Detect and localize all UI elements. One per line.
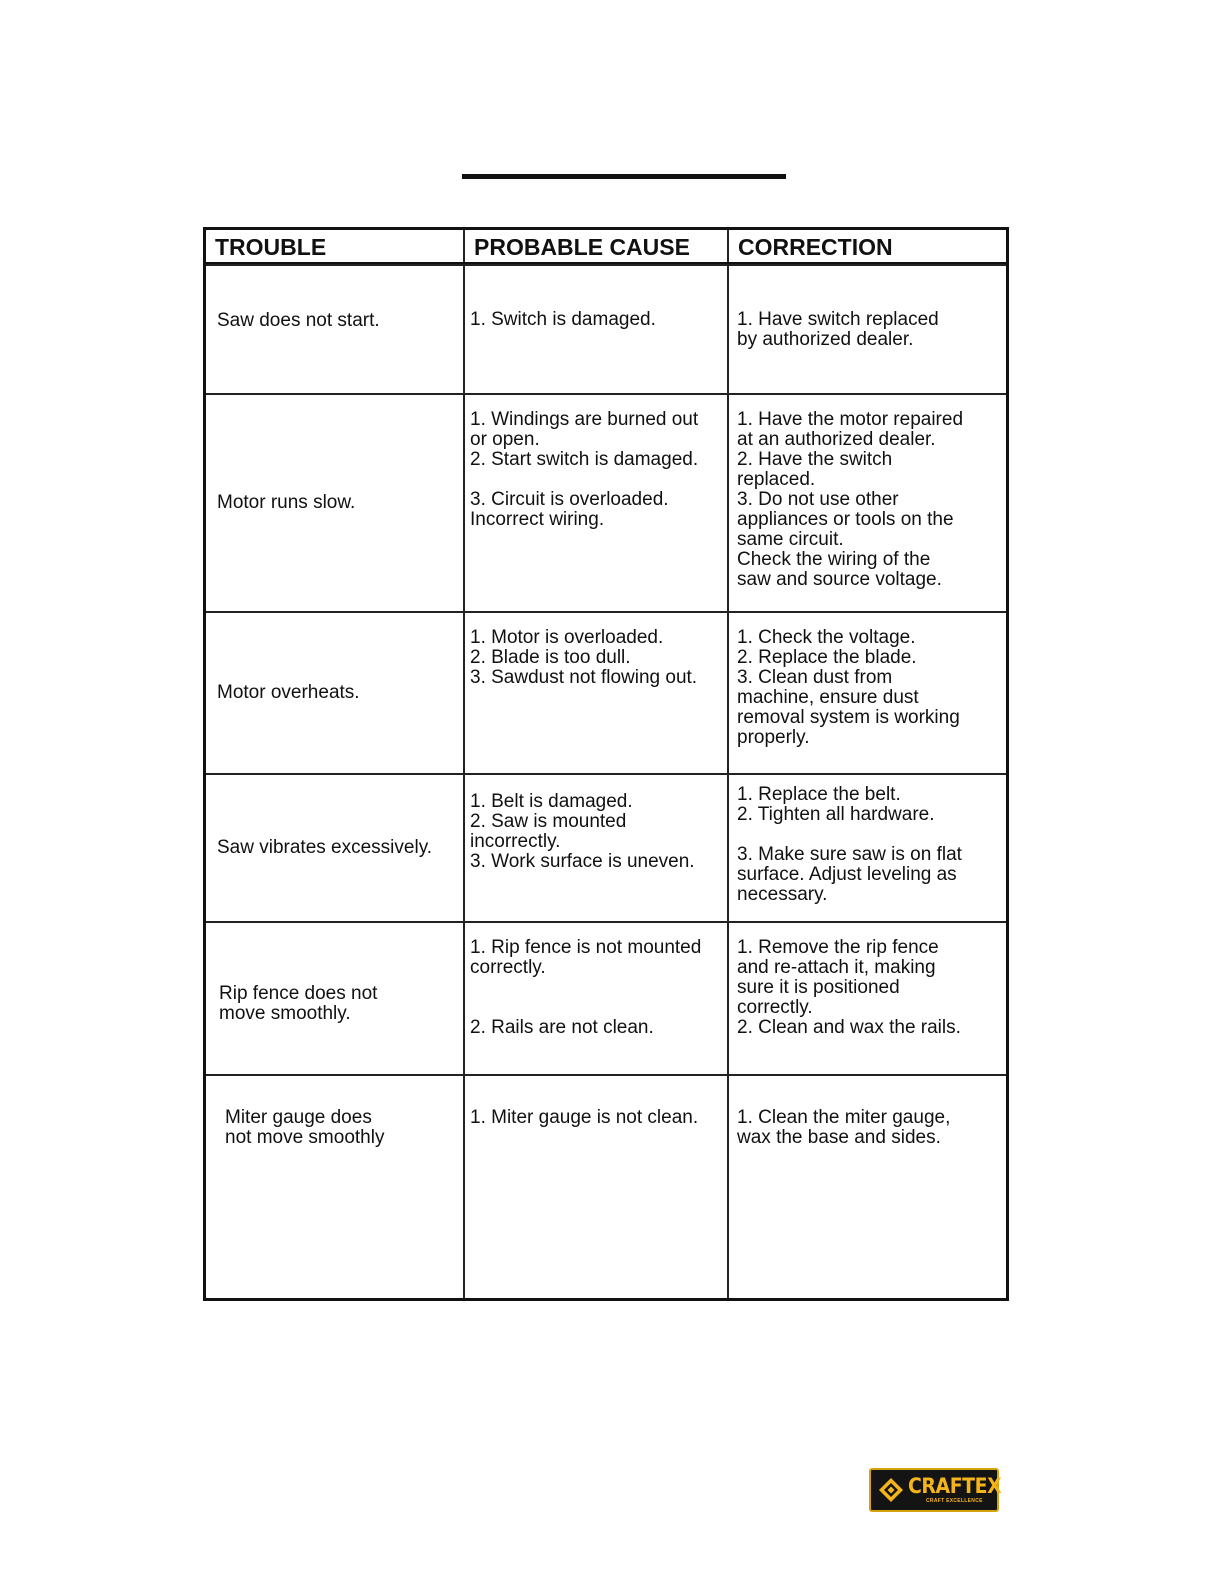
logo-wordmark: CRAFTEX [908, 1474, 1002, 1498]
table-row [206, 264, 1006, 393]
craftex-logo [869, 1468, 1002, 1512]
table-row [206, 921, 1006, 1074]
cause-cell: 1. Windings are burned out or open. 2. Start switch is damaged. 3. Circuit is overloaded. Incorrect wiring. [463, 395, 727, 611]
troubleshooting-table [203, 227, 1009, 1301]
trouble-cell: Saw does not start. [217, 310, 380, 331]
correction-cell: 1. Replace the belt. 2. Tighten all hardware. 3. Make sure saw is on flat surface. Adjust leveling as necessary. [727, 775, 1006, 921]
trouble-cell: Saw vibrates excessively. [217, 837, 433, 858]
correction-cell: 1. Remove the rip fence and re-attach it, making sure it is positioned correctly. 2. Clean and wax the rails. [727, 923, 1006, 1074]
logo-tagline: CRAFT EXCELLENCE [926, 1498, 983, 1504]
cause-cell: 1. Switch is damaged. [463, 266, 727, 393]
trouble-cell: Miter gauge does not move smoothly [225, 1107, 385, 1148]
correction-cell: 1. Clean the miter gauge, wax the base and sides. [727, 1076, 1006, 1298]
craftex-diamond-icon [877, 1476, 905, 1504]
header-trouble: TROUBLE [215, 234, 327, 260]
correction-cell: 1. Have the motor repaired at an authorized dealer. 2. Have the switch replaced. 3. Do not use other appliances or tools on the same circuit. Check the wiring of the saw and source voltage. [727, 395, 1006, 611]
cause-cell: 1. Miter gauge is not clean. [463, 1076, 727, 1298]
trouble-cell: Motor overheats. [217, 682, 360, 703]
table-row [206, 393, 1006, 611]
table-row [206, 1074, 1006, 1298]
title-underline [462, 174, 786, 179]
cause-cell: 1. Belt is damaged. 2. Saw is mounted incorrectly. 3. Work surface is uneven. [463, 775, 727, 921]
cause-cell: 1. Motor is overloaded. 2. Blade is too dull. 3. Sawdust not flowing out. [463, 613, 727, 773]
table-row [206, 611, 1006, 773]
table-row [206, 773, 1006, 921]
header-probable-cause: PROBABLE CAUSE [463, 230, 727, 262]
trouble-cell: Motor runs slow. [217, 492, 356, 513]
correction-cell: 1. Have switch replaced by authorized dealer. [727, 266, 1006, 393]
correction-cell: 1. Check the voltage. 2. Replace the blade. 3. Clean dust from machine, ensure dust removal system is working properly. [727, 613, 1006, 773]
trouble-cell: Rip fence does not move smoothly. [219, 982, 378, 1024]
table-header-row [206, 230, 1006, 264]
cause-cell: 1. Rip fence is not mounted correctly. 2. Rails are not clean. [463, 923, 727, 1074]
header-correction: CORRECTION [727, 230, 1006, 262]
